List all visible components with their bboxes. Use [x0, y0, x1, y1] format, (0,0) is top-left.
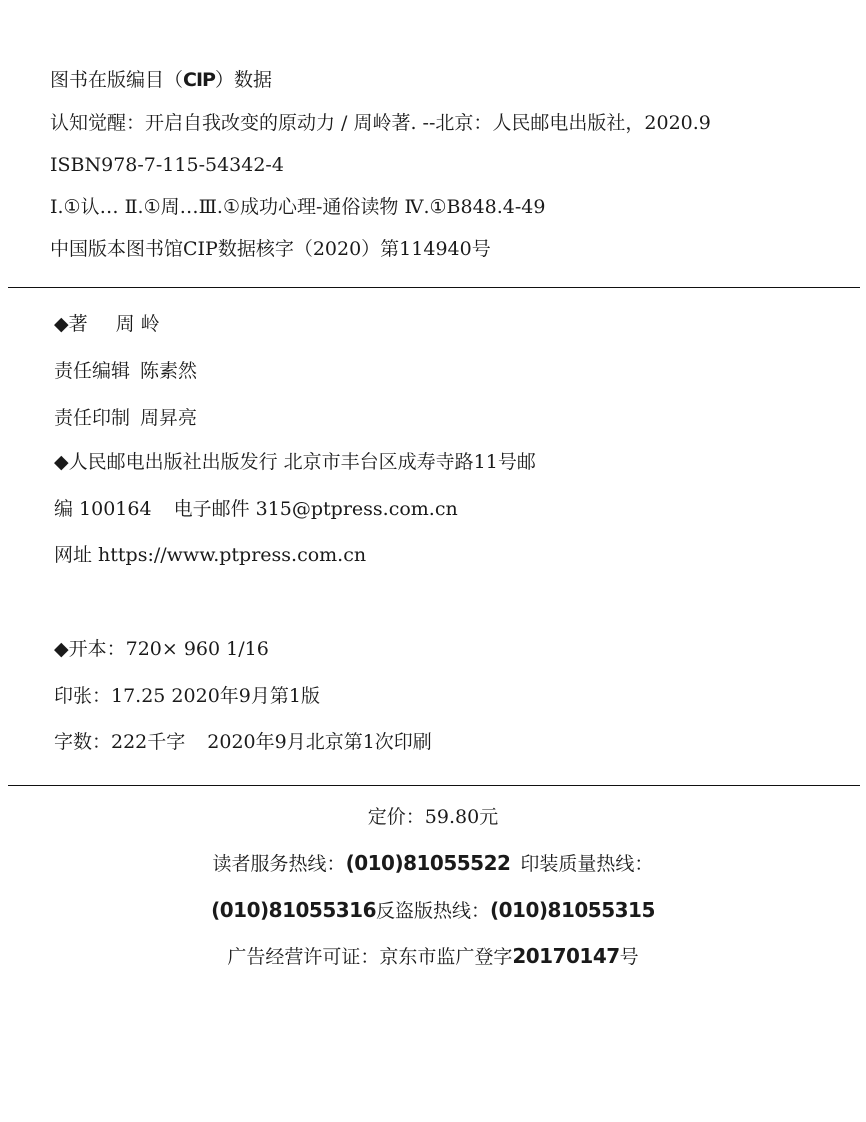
hotline-line — [0, 850, 866, 877]
editor-label: 责任编辑 — [54, 360, 131, 382]
cip-heading — [50, 68, 272, 92]
format-line: ◆开本：720× 960 1/16 — [54, 638, 269, 660]
license-number: 20170147 — [512, 944, 620, 968]
email: 电子邮件 315@ptpress.com.cn — [173, 498, 458, 520]
printing: 2020年9月北京第1次印刷 — [207, 731, 432, 753]
cip-verification: 中国版本图书馆CIP数据核字（2020）第114940号 — [50, 238, 491, 260]
reader-hotline-number: (010)81055522 — [345, 851, 511, 875]
license-line — [0, 943, 866, 970]
quality-hotline-label: 印装质量热线： — [520, 853, 654, 875]
cip-classification: Ⅰ.①认… Ⅱ.①周…Ⅲ.①成功心理-通俗读物 Ⅳ.①B848.4-49 — [50, 196, 546, 218]
author-line — [54, 312, 160, 336]
cip-title-line: 认知觉醒：开启自我改变的原动力 / 周岭著. --北京：人民邮电出版社，2020.9 — [50, 112, 711, 134]
editor-name: 陈素然 — [140, 360, 198, 382]
reader-hotline-label: 读者服务热线： — [212, 853, 346, 875]
cip-heading-suffix: ）数据 — [214, 69, 272, 91]
antipiracy-label: 反盗版热线： — [375, 900, 490, 922]
cip-isbn: ISBN978-7-115-54342-4 — [50, 154, 284, 176]
bottom-divider — [8, 785, 860, 786]
author-label: ◆著 — [54, 313, 88, 335]
website-line: 网址 https://www.ptpress.com.cn — [54, 544, 367, 566]
editor-line — [54, 359, 197, 383]
license-suffix: 号 — [619, 946, 639, 968]
antipiracy-line — [0, 897, 866, 924]
print-name: 周昇亮 — [140, 407, 198, 429]
license-label: 广告经营许可证：京东市监广登字 — [227, 946, 513, 968]
author-name: 周 岭 — [115, 313, 160, 335]
print-line — [54, 406, 197, 430]
quality-hotline-number: (010)81055316 — [211, 898, 376, 922]
top-divider — [8, 287, 860, 288]
cip-heading-prefix: 图书在版编目（ — [50, 69, 184, 91]
wordcount-line — [54, 730, 432, 754]
sheets-line: 印张：17.25 2020年9月第1版 — [54, 685, 320, 707]
publisher-line: ◆人民邮电出版社出版发行 北京市丰台区成寿寺路11号邮 — [54, 451, 536, 473]
postcode-email-line — [54, 497, 458, 521]
price-line: 定价：59.80元 — [367, 806, 499, 828]
postcode: 编 100164 — [54, 498, 152, 520]
print-label: 责任印制 — [54, 407, 131, 429]
antipiracy-number: (010)81055315 — [490, 898, 655, 922]
wordcount: 字数：222千字 — [54, 731, 186, 753]
cip-heading-cip: CIP — [183, 69, 215, 91]
